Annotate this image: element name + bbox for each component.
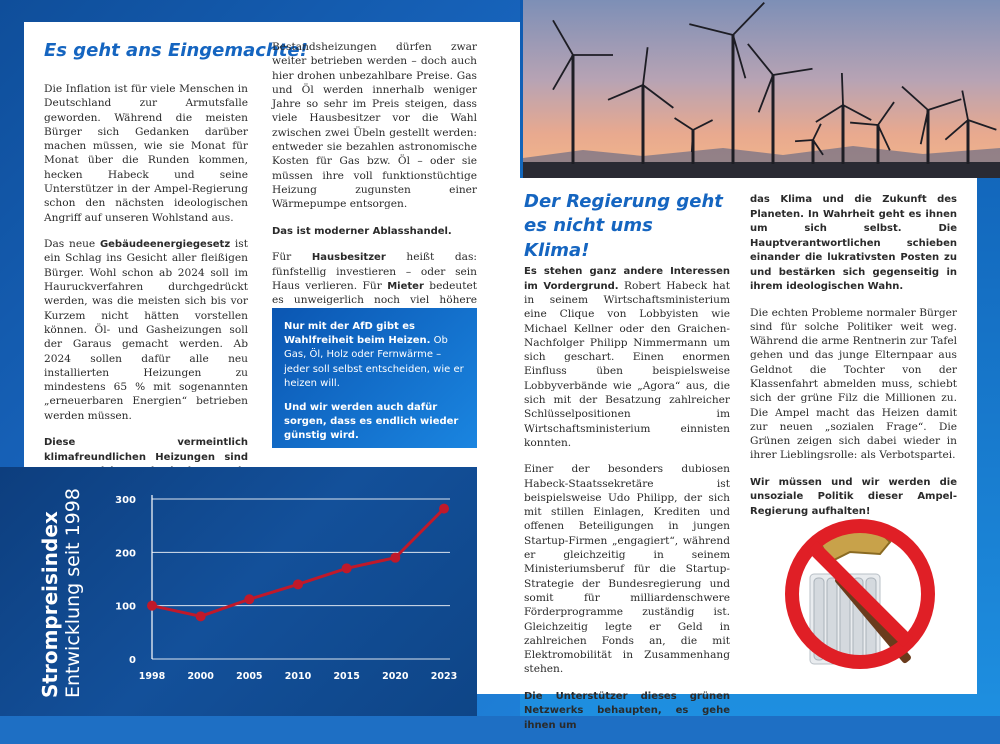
- x-tick-label-2000: 2000: [187, 671, 214, 682]
- data-point-2005: [244, 594, 254, 604]
- prohibited-heating-icon: [780, 512, 950, 677]
- callout-paragraph-2: Und wir werden auch dafür sorgen, dass es endlich wieder günstig wird.: [284, 401, 459, 442]
- right-column-2: [750, 192, 957, 530]
- right-paragraph-2: Einer der besonders dubiosen Habeck-Staatssekretäre ist beispielsweise Udo Philipp, der sich mit stillen Einlagen, Krediten und offenen Beteiligungen in jungen Startup-Firmen „engagiert“, während er gleichzeitig in seinem Ministeriumsberuf für die Startup-Strategie der Bundesregierung und somit für milliardenschwere Förderprogramme zuständig ist. Gleichzeitig legte er Geld in zahlreichen Fonds an, die mit Elektromobilität in Zusammenhang stehen.: [524, 463, 730, 676]
- data-point-2023: [439, 504, 449, 514]
- x-tick-label-2005: 2005: [236, 671, 263, 682]
- x-tick-label-2010: 2010: [284, 671, 312, 682]
- left-column-2: [272, 40, 477, 334]
- left-paragraph-6: Für Hausbesitzer heißt das: fünfstellig investieren – oder sein Haus verlieren. Für Mieter bedeutet es unweigerlich noch viel höhere: [272, 251, 478, 307]
- callout-paragraph-1: Nur mit der AfD gibt es Wahlfreiheit beim Heizen. Ob Gas, Öl, Holz oder Fernwärme – jeder soll selbst entscheiden, wie er heizen will.: [284, 321, 464, 389]
- right-column-1: [524, 264, 730, 744]
- right-paragraph-4: das Klima und die Zukunft des Planeten. In Wahrheit geht es ihnen um sich selbst. Die Hauptverantwortlichen schieben einander die lukrativsten Posten zu und bestärken sich gegenseitig in ihrem ideologischen Wahn.: [750, 194, 957, 292]
- x-tick-label-2020: 2020: [382, 671, 409, 682]
- y-tick-label-300: 300: [115, 495, 136, 506]
- x-tick-label-1998: 1998: [138, 671, 166, 682]
- left-paragraph-2: Das neue Gebäudeenergiegesetz ist ein Schlag ins Gesicht aller fleißigen Bürger. Wohl schon ab 2024 soll im Hauruckverfahren durchgedrückt werden, was die meisten sich bis vor Kurzem nicht hätten vorstellen können. Öl- und Gasheizungen soll der Garaus gemacht werden. Ab 2024 sollen dafür alle neu installierten Heizungen zu mindestens 65 % mit sogenannten „erneuerbaren Energien“ betrieben werden müssen.: [44, 237, 248, 422]
- y-tick-label-0: 0: [129, 655, 136, 666]
- afd-callout-box: [272, 308, 477, 448]
- y-tick-label-100: 100: [115, 601, 136, 613]
- data-point-2015: [342, 563, 352, 573]
- left-column-1: [44, 82, 248, 505]
- x-tick-label-2023: 2023: [430, 671, 458, 682]
- data-point-2020: [390, 553, 400, 563]
- wind-turbine-photo: [523, 0, 1000, 178]
- left-paragraph-1: Die Inflation ist für viele Menschen in Deutschland zur Armutsfalle geworden. Während die meisten Bürger sich Gedanken darüber machen müssen, wie sie Monat für Monat über die Runden kommen, hecken Habeck und seine Unterstützer in der Ampel-Regierung schon den nächsten ideologischen Angriff auf unseren Wohlstand aus.: [44, 83, 248, 224]
- right-paragraph-3: Die Unterstützer dieses grünen Netzwerks behaupten, es gehe ihnen um: [524, 690, 730, 731]
- y-tick-label-200: 200: [115, 548, 136, 560]
- x-tick-label-2015: 2015: [333, 671, 360, 682]
- right-paragraph-6: Wir müssen und wir werden die unsoziale Politik dieser Ampel-Regierung aufhalten!: [750, 476, 957, 517]
- data-point-1998: [147, 601, 157, 611]
- right-headline: Der Regierung geht es nicht ums Klima!: [524, 191, 723, 261]
- left-paragraph-3: Diese vermeintlich klimafreundlichen Heizungen sind: [44, 437, 248, 463]
- chart-title-main: Strompreisindex: [38, 511, 62, 698]
- data-point-2010: [293, 579, 303, 589]
- chart-title-sub: Entwicklung seit 1998: [62, 488, 84, 698]
- left-paragraph-4: Bestandsheizungen dürfen zwar weiter betrieben werden – doch auch hier drohen unbezahlbare Preise. Gas und Öl werden innerhalb weniger Jahre so sehr im Preis steigen, dass viele Hausbesitzer vor die Wahl zwischen zwei Übeln gestellt werden: entweder sie bezahlen astronomische Kosten für Gas bzw. Öl – oder sie müssen ihre voll funktionstüchtige Heizung zugunsten einer Wärmepumpe entsorgen.: [272, 41, 477, 211]
- series-line: [152, 509, 444, 617]
- chart-title: [38, 488, 84, 698]
- left-headline: Es geht ans Eingemachte!: [44, 40, 308, 61]
- right-paragraph-5: Die echten Probleme normaler Bürger sind für solche Politiker weit weg. Während die arme Rentnerin zur Tafel gehen und das junge Elternpaar aus Geldnot die Tochter von der Klassenfahrt abmelden muss, schiebt sich der grüne Filz die Millionen zu. Die Ampel macht das Heizen damit zur neuen „sozialen Frage“. Die Grünen zeigen sich dabei wieder in ihrer Lieblingsrolle: als Verbotspartei.: [750, 306, 957, 462]
- left-paragraph-5: Das ist moderner Ablasshandel.: [272, 225, 452, 237]
- right-paragraph-1: Es stehen ganz andere Interessen im Vordergrund. Robert Habeck hat in seinem Wirtschaftsministerium eine Clique von Lobbyisten wie Michael Kellner oder den Graichen-Nachfolger Philipp Nimmermann um sich geschart. Einen enormen Einfluss üben beispielsweise Lobbyverbände wie „Agora“ aus, die sich mit der Besatzung zahlreicher Schlüsselpositionen im Wirtschaftsministerium einnisten konnten.: [524, 266, 730, 449]
- data-point-2000: [196, 611, 206, 621]
